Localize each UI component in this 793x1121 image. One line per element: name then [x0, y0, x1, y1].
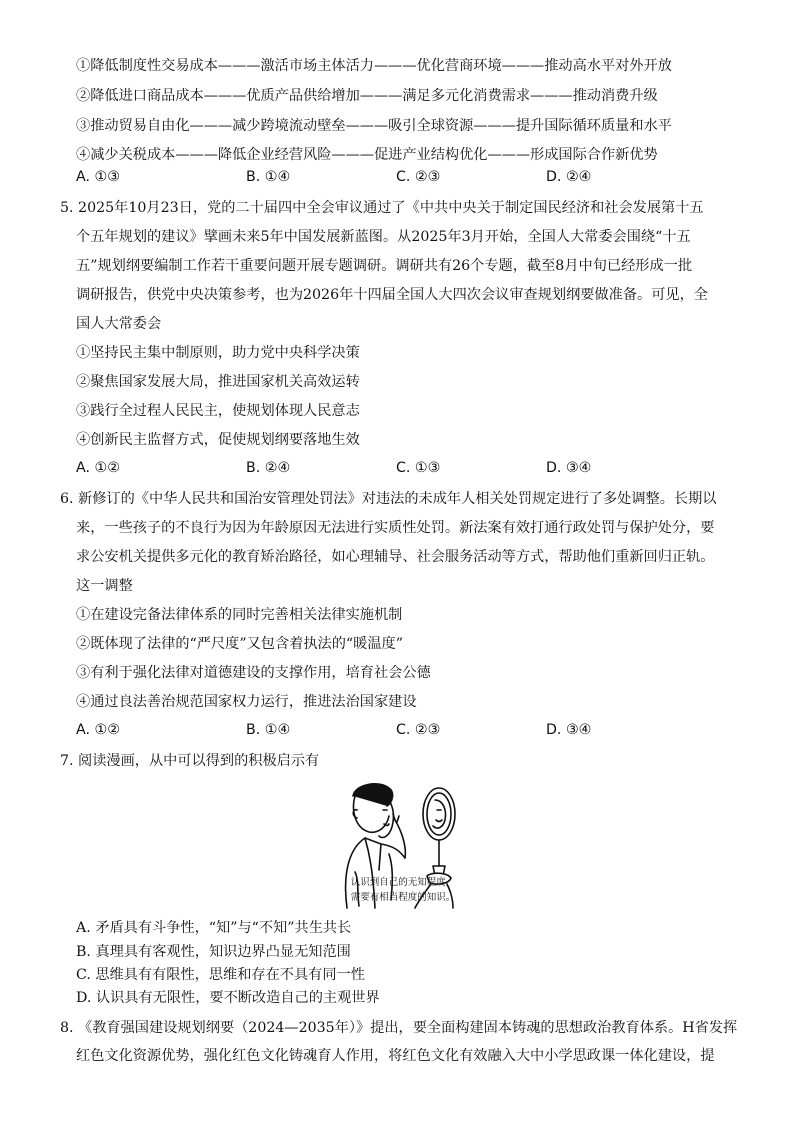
q4-item-2: ②降低进口商品成本———优质产品供给增加———满足多元化消费需求———推动消费升级 [76, 88, 658, 104]
q6-stem-line-1: 6. 新修订的《中华人民共和国治安管理处罚法》对违法的未成年人相关处罚规定进行了多处调整。长期以 [60, 491, 717, 507]
q7-option-a[interactable]: A. 矛盾具有斗争性，“知”与“不知”共生共长 [76, 920, 352, 936]
q5-item-3: ③践行全过程人民民主，使规划体现人民意志 [76, 403, 360, 419]
q5-stem-line-2: 个五年规划的建议》擘画未来5年中国发展新蓝图。从2025年3月开始，全国人大常委会围绕“十五 [76, 229, 691, 245]
q5-choice-d[interactable]: D. ③④ [546, 460, 592, 476]
q4-choice-b[interactable]: B. ①④ [246, 169, 291, 185]
q7-option-d[interactable]: D. 认识具有无限性，要不断改造自己的主观世界 [76, 990, 380, 1006]
q4-item-4: ④减少关税成本———降低企业经营风险———促进产业结构优化———形成国际合作新优势 [76, 147, 658, 163]
q6-item-1: ①在建设完备法律体系的同时完善相关法律实施机制 [76, 607, 403, 623]
q6-choice-b[interactable]: B. ①④ [246, 722, 291, 738]
q5-item-4: ④创新民主监督方式，促使规划纲要落地生效 [76, 432, 360, 448]
q6-item-4: ④通过良法善治规范国家权力运行，推进法治国家建设 [76, 694, 417, 710]
q4-item-3: ③推动贸易自由化———减少跨境流动壁垒———吸引全球资源———提升国际循环质量和水平 [76, 118, 672, 134]
q5-item-1: ①坚持民主集中制原则，助力党中央科学决策 [76, 345, 360, 361]
q5-choice-c[interactable]: C. ①③ [396, 460, 441, 476]
q6-stem-line-4: 这一调整 [76, 578, 133, 594]
q6-choice-c[interactable]: C. ②③ [396, 722, 441, 738]
q4-choice-c[interactable]: C. ②③ [396, 169, 441, 185]
q5-choice-b[interactable]: B. ②④ [246, 460, 291, 476]
q5-stem-line-4: 调研报告，供党中央决策参考，也为2026年十四届全国人大四次会议审查规划纲要做准备。可见，全 [76, 287, 708, 303]
q6-item-3: ③有利于强化法律对道德建设的支撑作用，培育社会公德 [76, 665, 431, 681]
q5-stem-line-3: 五”规划纲要编制工作若干重要问题开展专题调研。调研共有26个专题，截至8月中旬已经形成一批 [76, 258, 693, 274]
q6-stem-line-3: 求公安机关提供多元化的教育矫治路径，如心理辅导、社会服务活动等方式，帮助他们重新回归正轨。 [76, 549, 715, 565]
q5-stem-line-5: 国人大常委会 [76, 316, 162, 332]
q7-option-b[interactable]: B. 真理具有客观性，知识边界凸显无知范围 [76, 944, 351, 960]
q4-item-1: ①降低制度性交易成本———激活市场主体活力———优化营商环境———推动高水平对外开放 [76, 58, 672, 74]
q8-stem-line-1: 8. 《教育强国建设规划纲要（2024—2035年）》提出，要全面构建固本铸魂的思想政治教育体系。H省发挥 [60, 1020, 738, 1036]
q6-choice-d[interactable]: D. ③④ [546, 722, 592, 738]
q4-choice-d[interactable]: D. ②④ [546, 169, 592, 185]
cartoon-caption-line-1: 认识到自己的无知程度， [350, 877, 456, 888]
q7-option-c[interactable]: C. 思维具有有限性，思维和存在不具有同一性 [76, 967, 365, 983]
q8-stem-line-2: 红色文化资源优势，强化红色文化铸魂育人作用，将红色文化有效融入大中小学思政课一体化建设，提 [76, 1048, 715, 1064]
q4-choice-a[interactable]: A. ①③ [76, 169, 120, 185]
cartoon-caption-line-2: 需要有相当程度的知识。 [350, 892, 456, 903]
q5-choice-a[interactable]: A. ①② [76, 460, 120, 476]
q6-stem-line-2: 来，一些孩子的不良行为因为年龄原因无法进行实质性处罚。新法案有效打通行政处罚与保护处分，要 [76, 520, 715, 536]
q6-choice-a[interactable]: A. ①② [76, 722, 120, 738]
q6-item-2: ②既体现了法律的“严尺度”又包含着执法的“暖温度” [76, 636, 403, 652]
q5-item-2: ②聚焦国家发展大局，推进国家机关高效运转 [76, 374, 360, 390]
q5-stem-line-1: 5. 2025年10月23日，党的二十届四中全会审议通过了《中共中央关于制定国民经济和社会发展第十五 [60, 200, 704, 216]
q7-stem: 7. 阅读漫画，从中可以得到的积极启示有 [60, 753, 320, 769]
